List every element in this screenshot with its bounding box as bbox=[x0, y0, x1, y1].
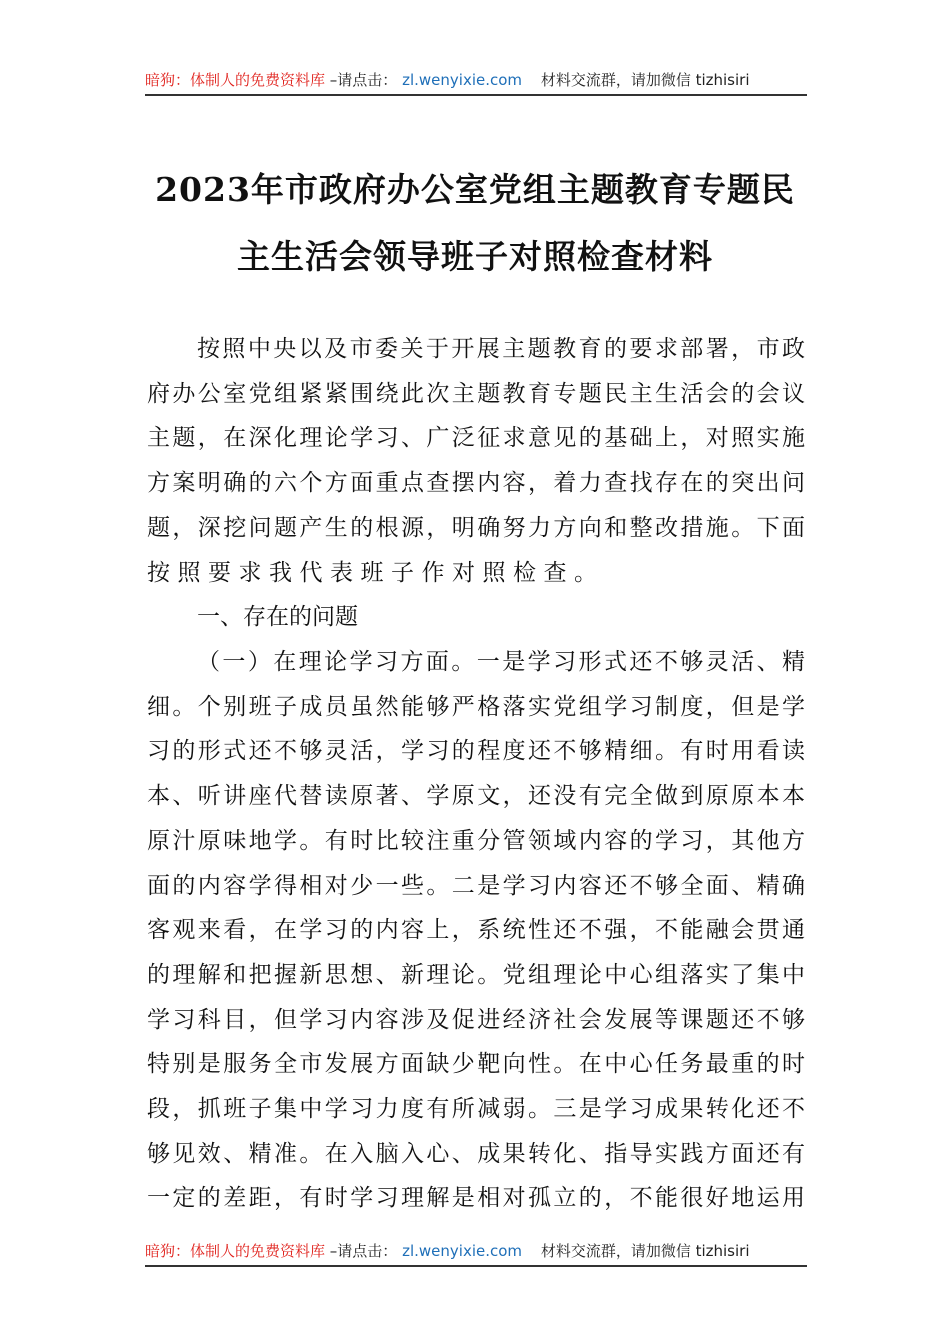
text-line: 的理解和把握新思想、新理论。党组理论中心组落实了集中 bbox=[147, 961, 805, 988]
text-line: 段，抓班子集中学习力度有所减弱。三是学习成果转化还不 bbox=[147, 1096, 805, 1122]
document-title-line-1: 2023年市政府办公室党组主题教育专题民 bbox=[155, 170, 795, 209]
banner-click-prompt: –请点击： bbox=[329, 1242, 398, 1260]
header-rule bbox=[145, 94, 807, 96]
text-line: 原汁原味地学。有时比较注重分管领域内容的学习，其他方 bbox=[147, 827, 805, 854]
banner-site-name: 暗狗：体制人的免费资料库 bbox=[145, 71, 326, 89]
section-heading: 一、存在的问题 bbox=[197, 604, 358, 630]
document-title-line-2: 主生活会领导班子对照检查材料 bbox=[237, 237, 713, 276]
text-line: 按照中央以及市委关于开展主题教育的要求部署，市政 bbox=[197, 336, 805, 362]
banner-contact: 材料交流群，请加微信 tizhisiri bbox=[540, 1242, 750, 1260]
header-banner bbox=[145, 66, 807, 94]
text-line: 够见效、精准。在入脑入心、成果转化、指导实践方面还有 bbox=[147, 1140, 805, 1167]
footer-banner bbox=[145, 1237, 807, 1265]
text-line: 主题，在深化理论学习、广泛征求意见的基础上，对照实施 bbox=[147, 425, 805, 452]
banner-site-name: 暗狗：体制人的免费资料库 bbox=[145, 1242, 326, 1260]
text-line: 细。个别班子成员虽然能够严格落实党组学习制度，但是学 bbox=[147, 693, 805, 720]
text-line: 题，深挖问题产生的根源，明确努力方向和整改措施。下面 bbox=[147, 514, 805, 541]
text-line: 府办公室党组紧紧围绕此次主题教育专题民主生活会的会议 bbox=[147, 380, 805, 407]
banner-click-prompt: –请点击： bbox=[329, 71, 398, 89]
text-line: （一）在理论学习方面。一是学习形式还不够灵活、精 bbox=[197, 649, 805, 675]
text-line: 一定的差距，有时学习理解是相对孤立的，不能很好地运用 bbox=[147, 1185, 805, 1212]
text-line: 面的内容学得相对少一些。二是学习内容还不够全面、精确 bbox=[147, 872, 805, 899]
text-line: 学习科目，但学习内容涉及促进经济社会发展等课题还不够 bbox=[147, 1006, 805, 1033]
text-line: 习的形式还不够灵活，学习的程度还不够精细。有时用看读 bbox=[147, 738, 805, 765]
text-line: 按照要求我代表班子作对照检查。 bbox=[147, 559, 605, 586]
text-line: 方案明确的六个方面重点查摆内容，着力查找存在的突出问 bbox=[147, 470, 805, 497]
banner-url-link[interactable]: zl.wenyixie.com bbox=[402, 1242, 523, 1260]
text-line: 本、听讲座代替读原著、学原文，还没有完全做到原原本本 bbox=[147, 783, 805, 810]
banner-url-link[interactable]: zl.wenyixie.com bbox=[402, 71, 523, 89]
banner-contact: 材料交流群，请加微信 tizhisiri bbox=[540, 71, 750, 89]
text-line: 特别是服务全市发展方面缺少靶向性。在中心任务最重的时 bbox=[147, 1051, 805, 1078]
footer-rule bbox=[145, 1265, 807, 1267]
text-line: 客观来看，在学习的内容上，系统性还不强，不能融会贯通 bbox=[147, 917, 805, 944]
